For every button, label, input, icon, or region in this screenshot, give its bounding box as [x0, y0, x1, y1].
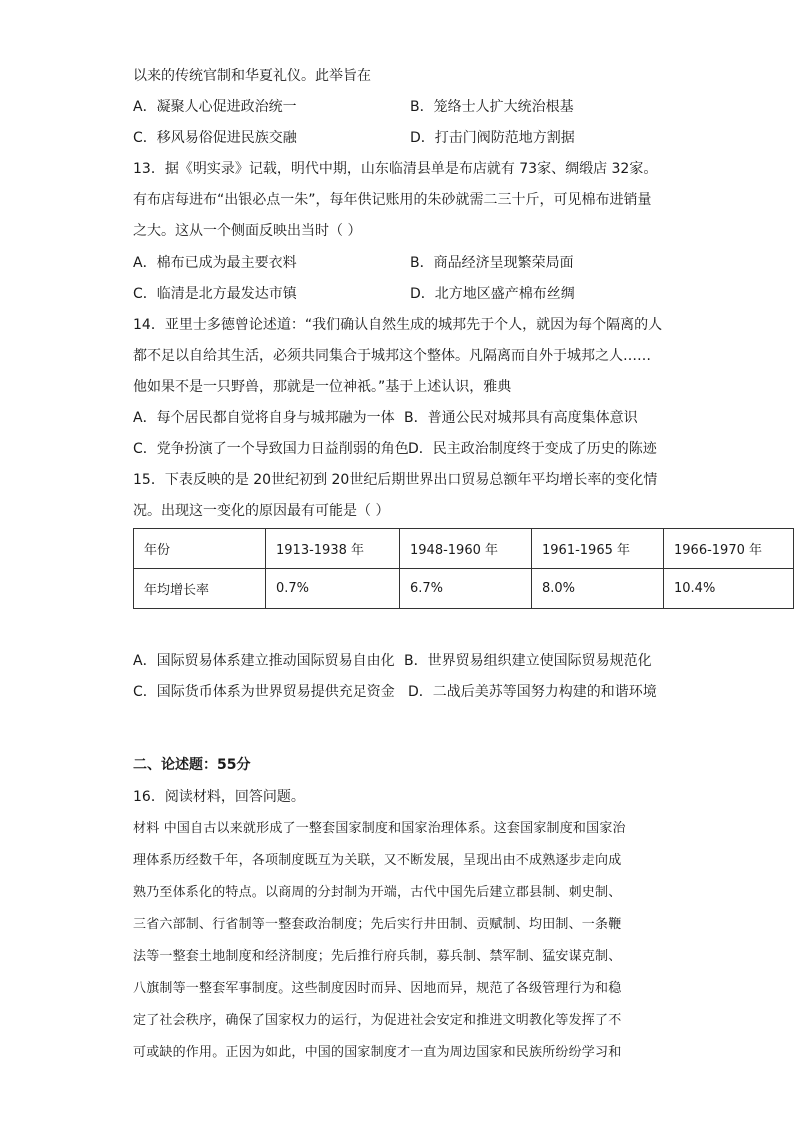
material-line: 三省六部制、行省制等一整套政治制度；先后实行井田制、贡赋制、均田制、一条鞭: [133, 917, 622, 932]
question-14-stem-line: 他如果不是一只野兽，那就是一位神祇。”基于上述认识，雅典: [133, 379, 512, 395]
table-cell: 年均增长率: [134, 569, 266, 609]
material-line: 定了社会秩序，确保了国家权力的运行，为促进社会安定和推进文明教化等发挥了不: [133, 1013, 622, 1028]
material-line: 理体系历经数千年，各项制度既互为关联，又不断发展，呈现出由不成熟逐步走向成: [133, 853, 622, 868]
q13-option-b: B．商品经济呈现繁荣局面: [410, 255, 574, 271]
q15-option-a: A．国际贸易体系建立推动国际贸易自由化: [133, 653, 395, 669]
q15-option-c: C．国际货币体系为世界贸易提供充足资金: [133, 684, 395, 700]
table-header-row: [134, 529, 794, 569]
material-line: 八旗制等一整套军事制度。这些制度因时而异、因地而异，规范了各级管理行为和稳: [133, 981, 622, 996]
q12-option-c: C．移风易俗促进民族交融: [133, 130, 297, 146]
material-line: 法等一整套土地制度和经济制度；先后推行府兵制，募兵制、禁军制、猛安谋克制、: [133, 949, 622, 964]
question-15-stem-line: 况。出现这一变化的原因最有可能是（ ）: [133, 503, 390, 519]
material-line: 可或缺的作用。正因为如此，中国的国家制度才一直为周边国家和民族所纷纷学习和: [133, 1045, 622, 1060]
table-cell: 6.7%: [400, 569, 532, 609]
q13-option-c: C．临清是北方最发达市镇: [133, 286, 297, 302]
growth-rate-table: [133, 528, 794, 609]
q12-option-d: D．打击门阀防范地方割据: [410, 130, 575, 146]
q13-option-a: A．棉布已成为最主要衣料: [133, 255, 297, 271]
question-16-intro: 16．阅读材料，回答问题。: [133, 789, 305, 805]
table-cell: 1948-1960 年: [400, 529, 532, 569]
q14-option-c: C．党争扮演了一个导致国力日益削弱的角色: [133, 441, 409, 457]
table-cell: 年份: [134, 529, 266, 569]
table-cell: 0.7%: [266, 569, 400, 609]
table-cell: 1966-1970 年: [664, 529, 794, 569]
question-14-stem-line: 都不足以自给其生活，必须共同集合于城邦这个整体。凡隔离而自外于城邦之人……: [133, 348, 651, 364]
question-13-stem-line: 有布店每进布“出银必点一朱”，每年供记账用的朱砂就需二三十斤，可见棉布进销量: [133, 192, 652, 208]
q13-option-d: D．北方地区盛产棉布丝绸: [410, 286, 575, 302]
question-12-stem-tail: 以来的传统官制和华夏礼仪。此举旨在: [133, 68, 371, 84]
question-14-stem-line: 14．亚里士多德曾论述道：“我们确认自然生成的城邦先于个人，就因为每个隔离的人: [133, 317, 663, 333]
q14-option-a: A．每个居民都自觉将自身与城邦融为一体: [133, 410, 395, 426]
q12-option-b: B．笼络士人扩大统治根基: [410, 99, 574, 115]
table-cell: 8.0%: [532, 569, 664, 609]
material-line: 熟乃至体系化的特点。以商周的分封制为开端，古代中国先后建立郡县制、刺史制、: [133, 885, 622, 900]
q14-option-b: B．普通公民对城邦具有高度集体意识: [404, 410, 638, 426]
q15-option-b: B．世界贸易组织建立使国际贸易规范化: [404, 653, 652, 669]
section-heading: 二、论述题：55分: [133, 757, 251, 773]
table-cell: 10.4%: [664, 569, 794, 609]
question-15-stem-line: 15．下表反映的是 20世纪初到 20世纪后期世界出口贸易总额年平均增长率的变化情: [133, 472, 658, 488]
table-row: [134, 569, 794, 609]
table-cell: 1913-1938 年: [266, 529, 400, 569]
q12-option-a: A．凝聚人心促进政治统一: [133, 99, 297, 115]
question-13-stem-line: 之大。这从一个侧面反映出当时（ ）: [133, 223, 362, 239]
question-13-stem-line: 13．据《明实录》记载，明代中期，山东临清县单是布店就有 73家、绸缎店 32家。: [133, 161, 658, 177]
q15-option-d: D．二战后美苏等国努力构建的和谐环境: [408, 684, 657, 700]
material-line: 材料 中国自古以来就形成了一整套国家制度和国家治理体系。这套国家制度和国家治: [133, 821, 626, 836]
q14-option-d: D．民主政治制度终于变成了历史的陈迹: [408, 441, 657, 457]
table-cell: 1961-1965 年: [532, 529, 664, 569]
